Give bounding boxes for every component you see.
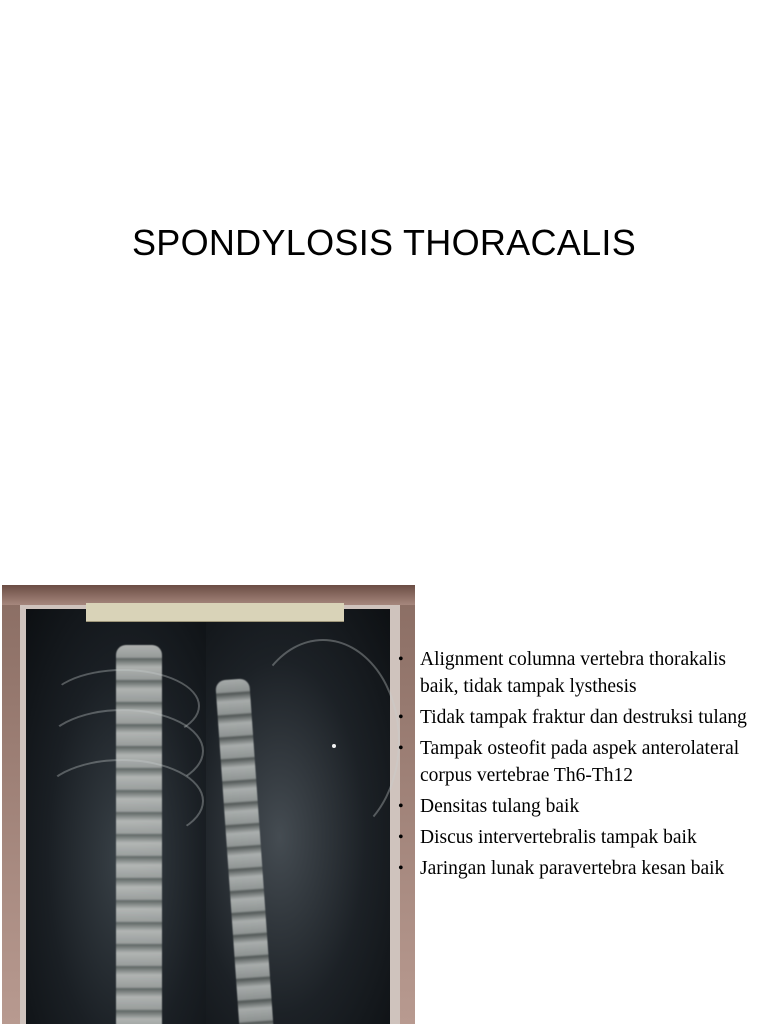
bullet-icon: • <box>398 798 404 815</box>
finding-text: Tampak osteofit pada aspek anterolateral corpus vertebrae Th6-Th12 <box>420 738 740 786</box>
bullet-icon: • <box>398 829 404 846</box>
list-item <box>396 646 756 700</box>
finding-text: Tidak tampak fraktur dan destruksi tulang <box>420 707 747 728</box>
list-item <box>396 704 756 731</box>
film-label-strip <box>86 603 344 622</box>
list-item <box>396 824 756 851</box>
bullet-icon: • <box>398 860 404 877</box>
finding-text: Densitas tulang baik <box>420 796 580 817</box>
xray-film-lateral <box>206 609 390 1024</box>
findings-list <box>396 646 756 886</box>
finding-text: Discus intervertebralis tampak baik <box>420 827 697 848</box>
metal-marker-icon <box>332 744 336 748</box>
slide-title: SPONDYLOSIS THORACALIS <box>131 222 637 263</box>
bullet-icon: • <box>398 709 404 726</box>
bullet-icon: • <box>398 740 404 757</box>
list-item <box>396 735 756 789</box>
xray-film-ap <box>26 609 206 1024</box>
viewbox-frame <box>2 585 415 605</box>
finding-text: Alignment columna vertebra thorakalis baik, tidak tampak lysthesis <box>420 649 726 697</box>
xray-image <box>2 585 415 1024</box>
rib-shadow <box>40 759 204 843</box>
bullet-icon: • <box>398 651 404 668</box>
list-item <box>396 855 756 882</box>
rib-shadow <box>246 639 400 843</box>
finding-text: Jaringan lunak paravertebra kesan baik <box>420 858 725 879</box>
list-item <box>396 793 756 820</box>
